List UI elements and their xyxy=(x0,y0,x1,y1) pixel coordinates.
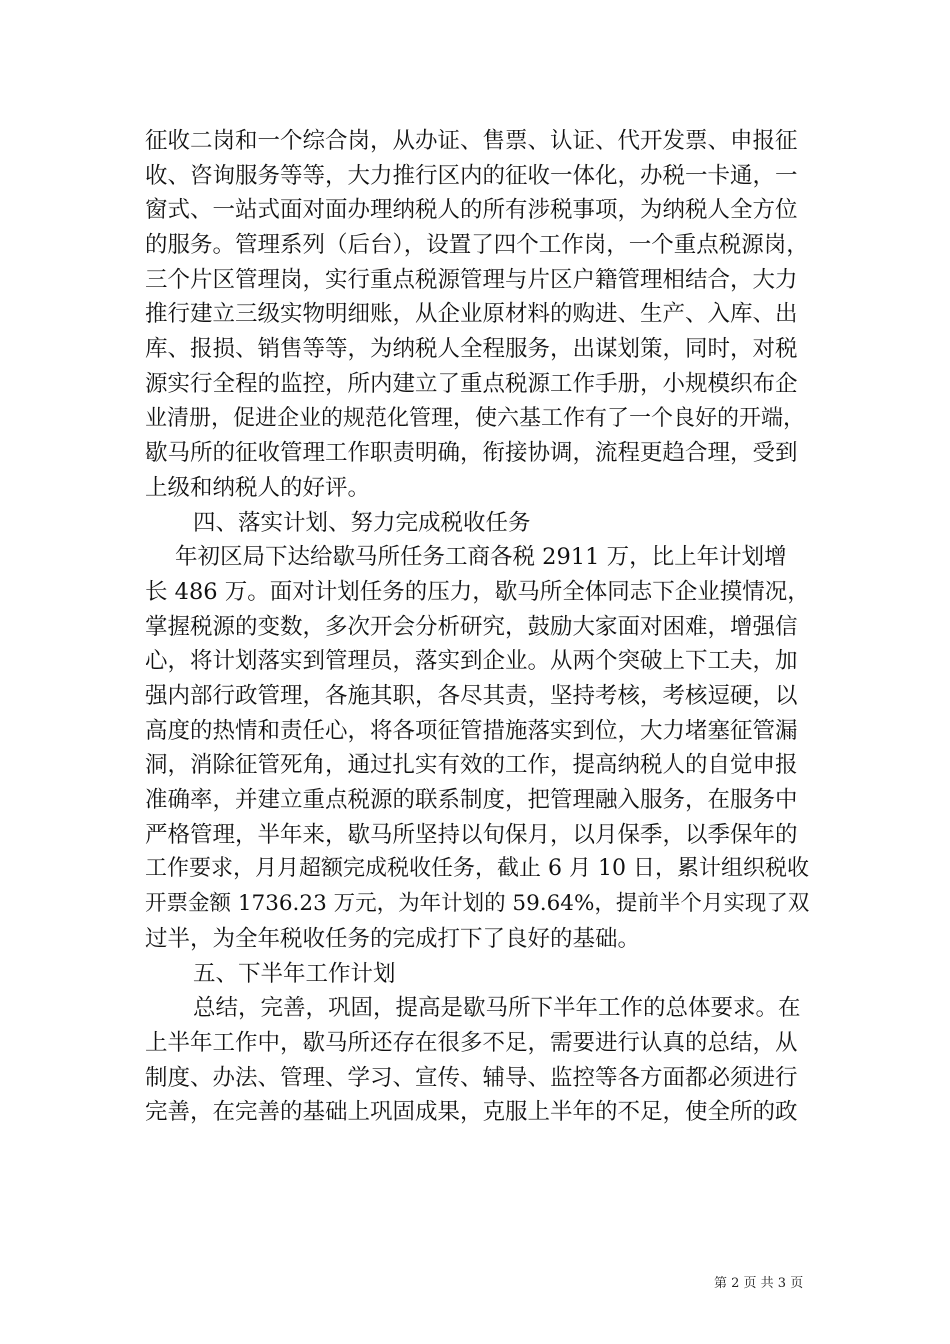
body-line: 过半，为全年税收任务的完成打下了良好的基础。 xyxy=(145,925,641,952)
body-line: 长 486 万。面对计划任务的压力，歇马所全体同志下企业摸情况， xyxy=(145,578,810,605)
body-line: 制度、办法、管理、学习、宣传、辅导、监控等各方面都必须进行 xyxy=(145,1064,798,1091)
body-line: 上级和纳税人的好评。 xyxy=(145,474,371,501)
paragraph-first-line: 总结，完善，巩固，提高是歇马所下半年工作的总体要求。在 xyxy=(193,995,801,1022)
section-heading: 四、落实计划、努力完成税收任务 xyxy=(193,509,531,536)
body-line: 源实行全程的监控，所内建立了重点税源工作手册，小规模织布企 xyxy=(145,370,798,397)
document-body xyxy=(145,124,810,1130)
body-line: 歇马所的征收管理工作职责明确，衔接协调，流程更趋合理，受到 xyxy=(145,440,798,467)
body-line: 开票金额 1736.23 万元，为年计划的 59.64%，提前半个月实现了双 xyxy=(145,891,810,917)
body-line: 严格管理，半年来，歇马所坚持以旬保月，以月保季，以季保年的 xyxy=(145,821,798,848)
body-line: 完善，在完善的基础上巩固成果，克服上半年的不足，使全所的政 xyxy=(145,1099,798,1126)
body-line: 收、咨询服务等等，大力推行区内的征收一体化，办税一卡通，一 xyxy=(145,162,798,189)
body-line: 三个片区管理岗，实行重点税源管理与片区户籍管理相结合，大力 xyxy=(145,266,798,293)
body-line: 上半年工作中，歇马所还存在很多不足，需要进行认真的总结，从 xyxy=(145,1029,798,1056)
paragraph-first-line: 年初区局下达给歇马所任务工商各税 2911 万，比上年计划增 xyxy=(175,544,787,571)
body-line: 工作要求，月月超额完成税收任务，截止 6 月 10 日，累计组织税收 xyxy=(145,856,809,882)
body-line: 库、报损、销售等等，为纳税人全程服务，出谋划策，同时，对税 xyxy=(145,336,798,363)
section-heading: 五、下半年工作计划 xyxy=(193,960,396,987)
body-line: 的服务。管理系列（后台），设置了四个工作岗，一个重点税源岗， xyxy=(145,232,809,259)
body-line: 心，将计划落实到管理员，落实到企业。从两个突破上下工夫，加 xyxy=(145,648,798,675)
page-number-footer: 第 2 页 共 3 页 xyxy=(714,1276,804,1291)
body-line: 征收二岗和一个综合岗，从办证、售票、认证、代开发票、申报征 xyxy=(145,128,798,154)
body-line: 准确率，并建立重点税源的联系制度，把管理融入服务，在服务中 xyxy=(145,787,798,814)
body-line: 强内部行政管理，各施其职，各尽其责，坚持考核，考核逗硬，以 xyxy=(145,683,798,709)
body-line: 窗式、一站式面对面办理纳税人的所有涉税事项，为纳税人全方位 xyxy=(145,197,798,224)
body-line: 高度的热情和责任心，将各项征管措施落实到位，大力堵塞征管漏 xyxy=(145,717,798,744)
body-line: 掌握税源的变数，多次开会分析研究，鼓励大家面对困难，增强信 xyxy=(145,613,798,640)
body-line: 洞，消除征管死角，通过扎实有效的工作，提高纳税人的自觉申报 xyxy=(145,752,798,779)
body-line: 业清册，促进企业的规范化管理，使六基工作有了一个良好的开端， xyxy=(145,405,806,431)
body-line: 推行建立三级实物明细账，从企业原材料的购进、生产、入库、出 xyxy=(145,301,798,328)
